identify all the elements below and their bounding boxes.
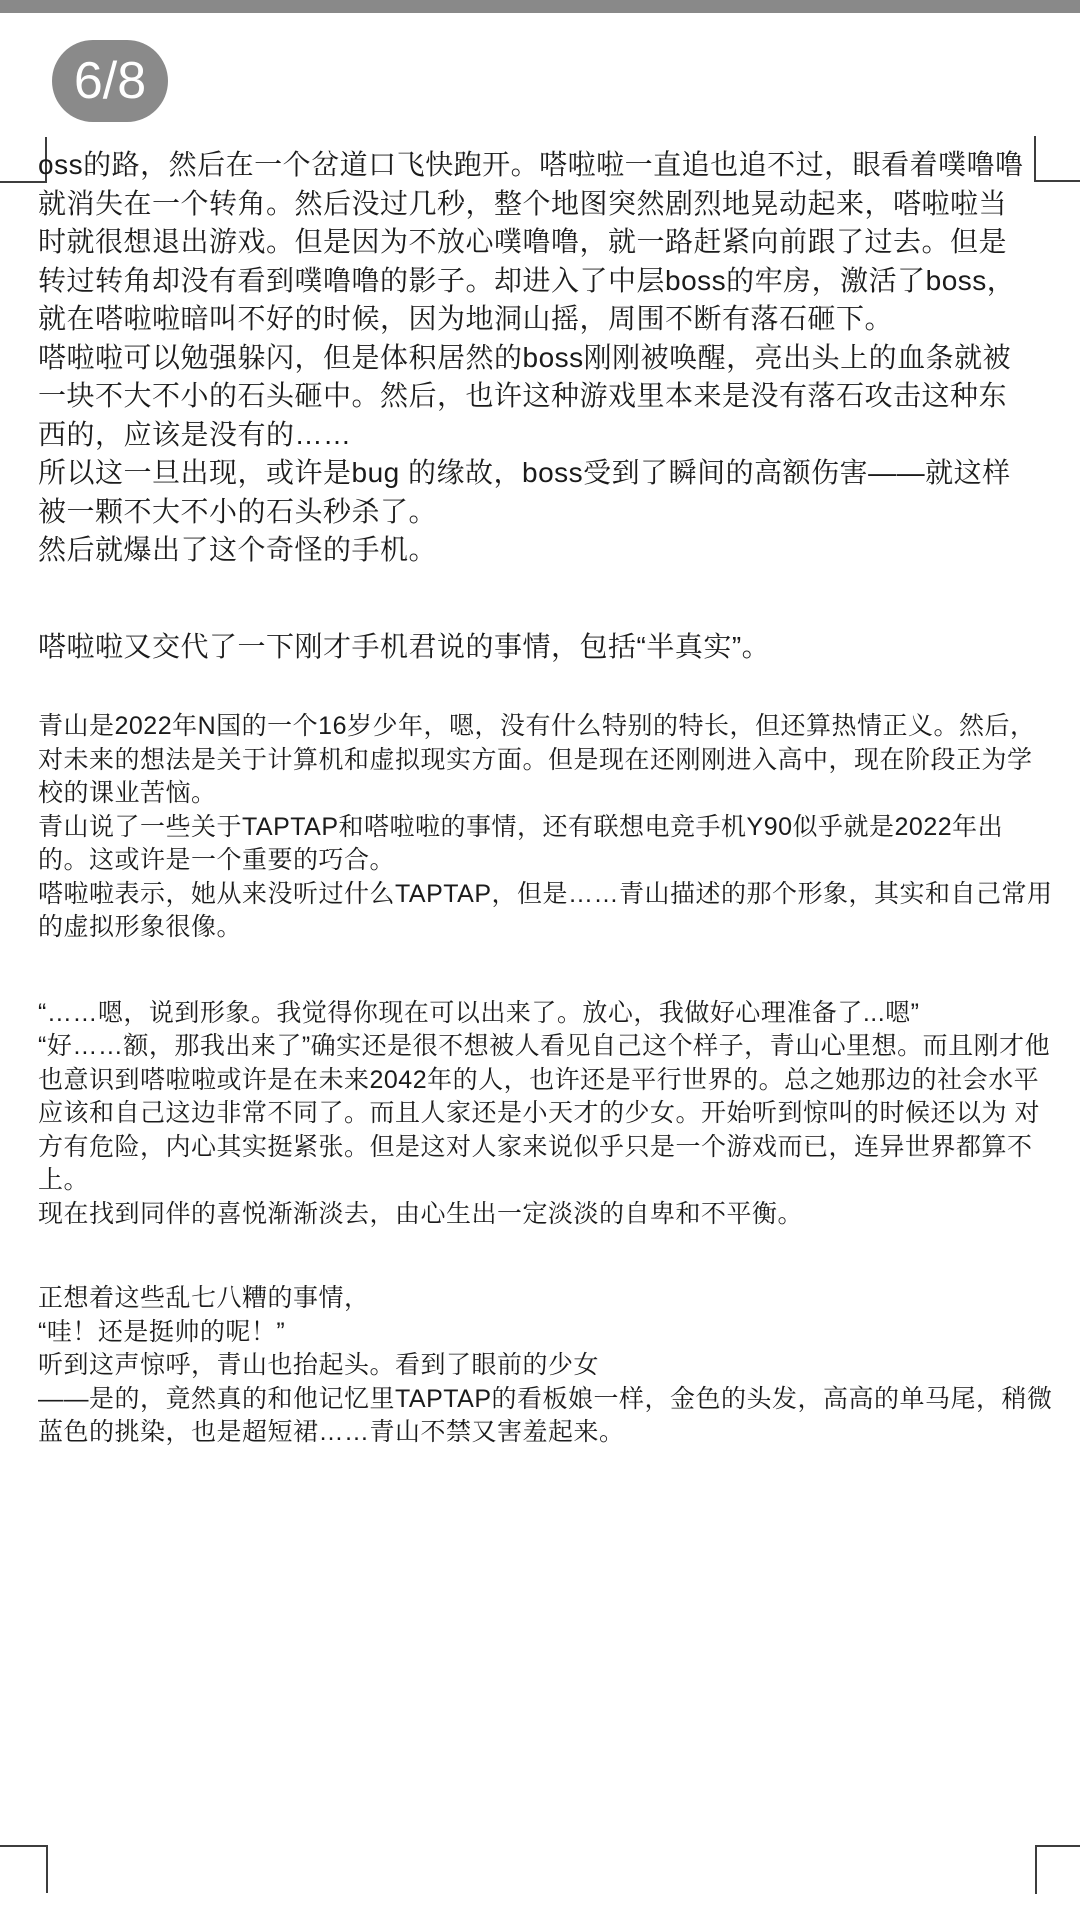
text-line: 现在找到同伴的喜悦渐渐淡去，由心生出一定淡淡的自卑和不平衡。: [38, 1199, 804, 1228]
text-line: 的虚拟形象很像。: [38, 913, 243, 941]
text-line: 也意识到嗒啦啦或许是在未来2042年的人，也许还是平行世界的。总之她那边的社会水平: [38, 1065, 1040, 1094]
text-line: 青山是2022年N国的一个16岁少年，嗯，没有什么特别的特长，但还算热情正义。然后，: [38, 712, 1036, 740]
text-line: 对未来的想法是关于计算机和虚拟现实方面。但是现在还刚刚进入高中，现在阶段正为学: [38, 745, 1033, 774]
text-line: 正想着这些乱七八糟的事情，: [38, 1284, 370, 1312]
page-indicator-label: 6/8: [73, 52, 147, 110]
text-line: 然后就爆出了这个奇怪的手机。: [38, 534, 438, 565]
paragraph-block: [38, 146, 1046, 570]
text-line: “……嗯，说到形象。我觉得你现在可以出来了。放心，我做好心理准备了...嗯”: [38, 998, 920, 1027]
top-status-bar: [0, 0, 1080, 13]
text-line: 转过转角却没有看到噗噜噜的影子。却进入了中层boss的牢房，激活了boss，: [38, 264, 1016, 296]
text-line: 被一颗不大不小的石头秒杀了。: [38, 495, 438, 527]
text-line: 嗒啦啦又交代了一下刚才手机君说的事情，包括“半真实”。: [38, 630, 771, 662]
paragraph-block: [38, 997, 1051, 1232]
crop-corner-bottom-left-icon: [0, 1845, 48, 1893]
paragraph-block: [38, 1282, 1053, 1450]
text-line: 方有危险，内心其实挺紧张。但是这对人家来说似乎只是一个游戏而已，连异世界都算不: [38, 1132, 1033, 1161]
text-line: 校的课业苦恼。: [38, 779, 217, 807]
paragraph-block: [38, 710, 1053, 945]
text-line: 嗒啦啦表示，她从来没听过什么TAPTAP，但是……青山描述的那个形象，其实和自己常用: [38, 879, 1053, 908]
text-line: 时就很想退出游戏。但是因为不放心噗噜噜，就一路赶紧向前跟了过去。但是: [38, 226, 1008, 257]
text-line: 的。这或许是一个重要的巧合。: [38, 846, 396, 874]
page-indicator-badge: [52, 40, 168, 122]
text-line: 蓝色的挑染，也是超短裙……青山不禁又害羞起来。: [38, 1418, 625, 1446]
text-line: “好……额，那我出来了”确实还是很不想被人看见自己这个样子，青山心里想。而且刚才他: [38, 1032, 1051, 1060]
text-line: 所以这一旦出现，或许是bug 的缘故，boss受到了瞬间的高额伤害——就这样: [38, 457, 1011, 488]
crop-corner-bottom-right-icon: [1035, 1845, 1080, 1894]
text-line: 上。: [38, 1166, 90, 1194]
text-line: 嗒啦啦可以勉强躲闪，但是体积居然的boss刚刚被唤醒，亮出头上的血条就被: [38, 341, 1012, 373]
text-line: oss的路，然后在一个岔道口飞快跑开。嗒啦啦一直追也追不过，眼看着噗噜噜: [38, 149, 1024, 180]
page-content[interactable]: [38, 146, 1053, 1450]
text-line: 听到这声惊呼，青山也抬起头。看到了眼前的少女: [38, 1351, 600, 1379]
text-line: 西的，应该是没有的……: [38, 418, 352, 450]
text-line: 就消失在一个转角。然后没过几秒，整个地图突然剧烈地晃动起来，嗒啦啦当: [38, 187, 1008, 219]
text-line: 就在嗒啦啦暗叫不好的时候，因为地洞山摇，周围不断有落石砸下。: [38, 303, 894, 334]
text-line: ——是的，竟然真的和他记忆里TAPTAP的看板娘一样，金色的头发，高高的单马尾，稍微: [38, 1384, 1053, 1413]
text-line: 一块不大不小的石头砸中。然后，也许这种游戏里本来是没有落石攻击这种东: [38, 380, 1008, 411]
text-line: “哇！还是挺帅的呢！”: [38, 1317, 286, 1346]
text-line: 青山说了一些关于TAPTAP和嗒啦啦的事情，还有联想电竞手机Y90似乎就是2022年出: [38, 812, 1004, 841]
text-line: 应该和自己这边非常不同了。而且人家还是小天才的少女。开始听到惊叫的时候还以为 对: [38, 1099, 1040, 1127]
paragraph-block: [38, 628, 1046, 667]
